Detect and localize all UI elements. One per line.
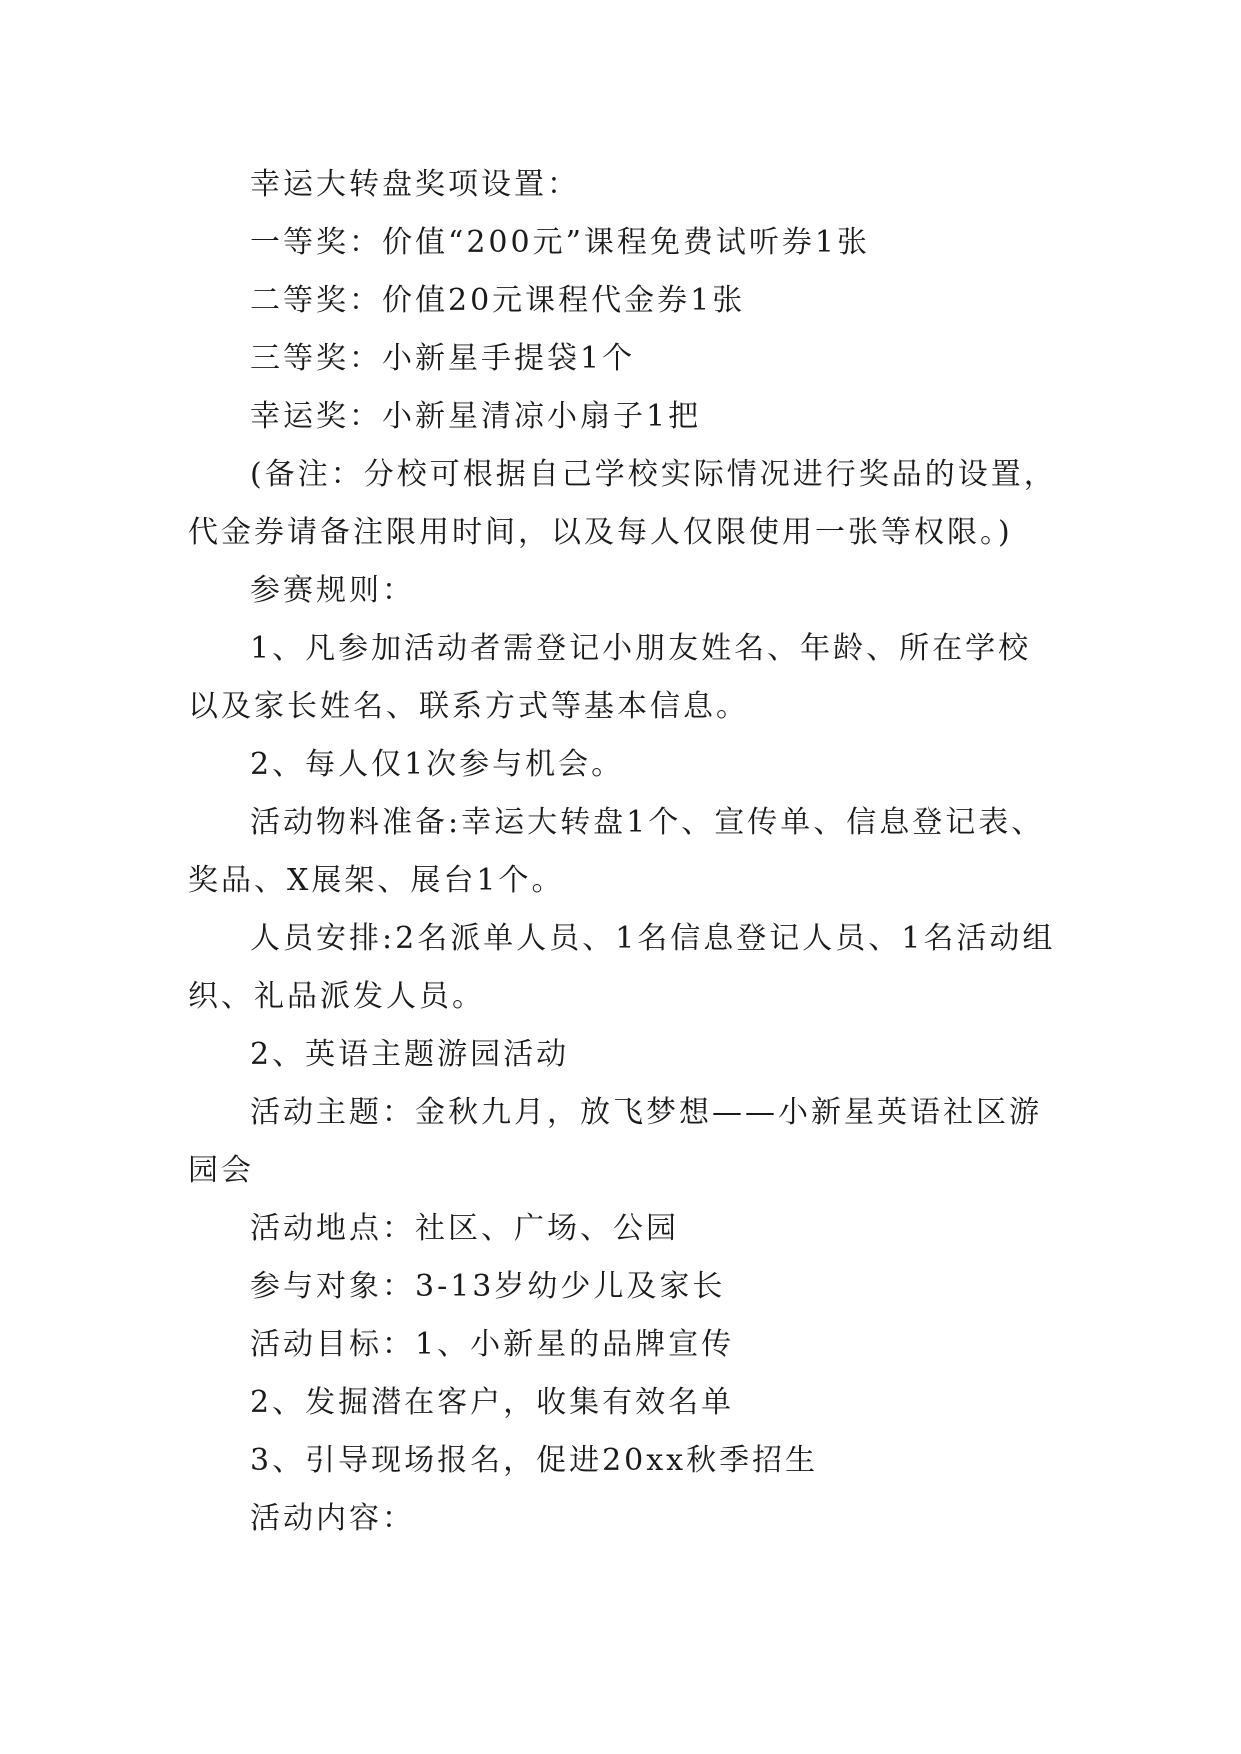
activity-location: 活动地点：社区、广场、公园 (250, 1211, 679, 1246)
staffing-paragraph: 人员安排:2名派单人员、1名信息登记人员、1名活动组织、礼品派发人员。 (188, 921, 1056, 1014)
goal-2: 2、发掘潜在客户，收集有效名单 (250, 1385, 735, 1420)
rule-2: 2、每人仅1次参与机会。 (250, 747, 625, 782)
lucky-prize: 幸运奖：小新星清凉小扇子1把 (250, 399, 702, 434)
third-prize: 三等奖：小新星手提袋1个 (250, 341, 636, 376)
document-body (188, 156, 1058, 1548)
section-heading-garden-party: 2、英语主题游园活动 (250, 1037, 570, 1072)
goal-1: 活动目标：1、小新星的品牌宣传 (250, 1327, 735, 1362)
materials-paragraph: 活动物料准备:幸运大转盘1个、宣传单、信息登记表、奖品、X展架、展台1个。 (188, 805, 1045, 898)
participants: 参与对象：3-13岁幼少儿及家长 (250, 1269, 726, 1304)
prize-note: (备注：分校可根据自己学校实际情况进行奖品的设置，代金券请备注限用时间，以及每人仅限使用一张等权限。) (188, 457, 1057, 550)
first-prize: 一等奖：价值“200元”课程免费试听券1张 (250, 225, 871, 260)
activity-theme: 活动主题：金秋九月，放飞梦想——小新星英语社区游园会 (188, 1095, 1042, 1188)
second-prize: 二等奖：价值20元课程代金券1张 (250, 283, 746, 318)
rules-heading: 参赛规则： (250, 573, 415, 608)
activity-content-heading: 活动内容： (250, 1501, 415, 1536)
goal-3: 3、引导现场报名，促进20xx秋季招生 (250, 1443, 819, 1478)
prize-settings-heading: 幸运大转盘奖项设置： (250, 167, 580, 202)
rule-1: 1、凡参加活动者需登记小朋友姓名、年龄、所在学校以及家长姓名、联系方式等基本信息。 (188, 631, 1032, 724)
